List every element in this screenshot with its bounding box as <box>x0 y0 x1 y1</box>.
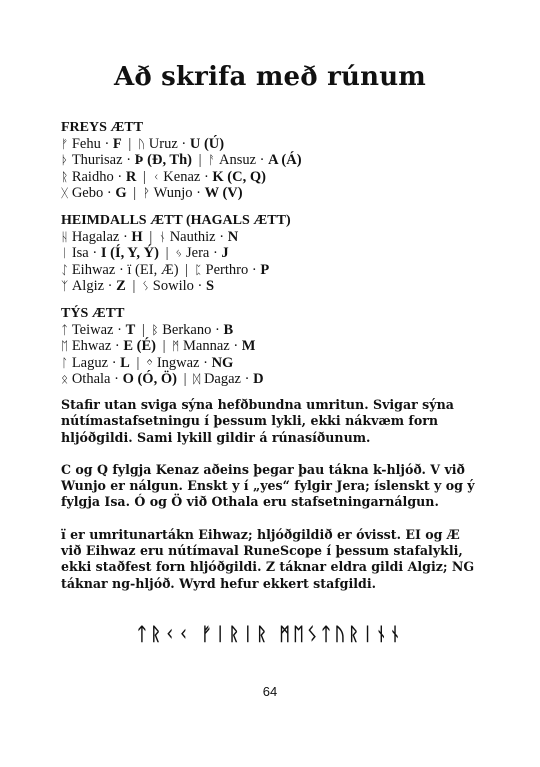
rune-row: ᛖ Ehwaz · E (É) | ᛗ Mannaz · M <box>61 338 256 355</box>
rune-row: ᚷ Gebo · G | ᚹ Wunjo · W (V) <box>61 184 243 201</box>
rune-transliteration: F <box>112 136 122 153</box>
column-separator: | <box>185 261 189 278</box>
rune-glyph: ᚷ <box>61 185 69 200</box>
rune-transliteration: NG <box>211 354 234 371</box>
rune-glyph: ᚲ <box>152 169 160 184</box>
rune-name: Isa <box>71 245 89 262</box>
rune-name: Eihwaz <box>71 261 116 278</box>
rune-transliteration: O (Ó, Ö) <box>122 370 177 387</box>
note-paragraph: ï er umritunartákn Eihwaz; hljóðgildið er óvisst. EI og Æ við Eihwaz eru nútímaval RuneScope í þessum stafalykli, ekki staðfest forn hljóðgildi. Z táknar eldra gildi Algiz; NG táknar ng-hljóð. Wyrd hefur ekkert stafgildi. <box>61 526 475 591</box>
rune-row: ᚱ Raidho · R | ᚲ Kenaz · K (C, Q) <box>61 168 266 185</box>
column-separator: | <box>133 184 137 201</box>
rune-row: ᚠ Fehu · F | ᚢ Uruz · U (Ú) <box>61 136 225 153</box>
rune-glyph: ᛗ <box>172 339 180 354</box>
rune-name: Perthro <box>205 261 249 278</box>
rune-row: ᛁ Isa · I (Í, Y, Ý) | ᛃ Jera · J <box>61 245 229 262</box>
note-paragraph: Stafir utan sviga sýna hefðbundna umritun. Svigar sýna nútímastafsetningu í þessum lykli, ekki nákvæm forn hljóðgildi. Sami lykill gildir á rúnasíðunum. <box>61 397 454 445</box>
rune-glyph: ᛇ <box>61 262 69 277</box>
rune-glyph: ᛉ <box>61 278 69 293</box>
aett-section <box>61 213 481 294</box>
rune-name: Raidho <box>71 168 114 185</box>
rune-transliteration: Þ (Ð, Th) <box>134 152 192 169</box>
rune-transliteration: S <box>205 277 215 294</box>
rune-glyph: ᛜ <box>145 355 154 370</box>
rune-name: Uruz <box>148 136 178 153</box>
rune-row: ᛇ Eihwaz · ï (EI, Æ) | ᛈ Perthro · P <box>61 261 270 278</box>
rune-name: Nauthiz <box>169 229 216 246</box>
column-separator: | <box>162 338 166 355</box>
rune-name: Thurisaz <box>71 152 123 169</box>
rune-row: ᚺ Hagalaz · H | ᚾ Nauthiz · N <box>61 229 239 246</box>
rune-name: Teiwaz <box>71 322 114 339</box>
rune-key <box>61 120 481 399</box>
rune-name: Laguz <box>71 354 109 371</box>
rune-name: Ansuz <box>218 152 257 169</box>
rune-name: Kenaz <box>163 168 201 185</box>
column-separator: | <box>136 354 140 371</box>
rune-transliteration: J <box>221 245 229 262</box>
rune-glyph: ᛃ <box>175 246 183 261</box>
column-separator: | <box>198 152 202 169</box>
notes-section <box>61 397 481 608</box>
rune-row: ᛚ Laguz · L | ᛜ Ingwaz · NG <box>61 354 234 371</box>
column-separator: | <box>128 136 132 153</box>
rune-row: ᛟ Othala · O (Ó, Ö) | ᛞ Dagaz · D <box>61 370 264 387</box>
rune-glyph: ᛏ <box>61 323 69 338</box>
rune-transliteration: Z <box>116 277 126 294</box>
column-separator: | <box>165 245 169 262</box>
rune-transliteration: G <box>115 184 127 201</box>
aett-heading: TÝS ÆTT <box>61 306 125 322</box>
rune-name: Fehu <box>71 136 101 153</box>
rune-glyph: ᚾ <box>158 230 167 245</box>
rune-transliteration: N <box>227 229 239 246</box>
rune-transliteration: H <box>131 229 143 246</box>
rune-transliteration: D <box>253 370 264 387</box>
page-title: Að skrifa með rúnum <box>113 62 427 92</box>
rune-glyph: ᛖ <box>61 339 69 354</box>
rune-name: Berkano <box>162 322 212 339</box>
rune-name: Hagalaz <box>71 229 120 246</box>
rune-name: Sowilo <box>152 277 194 294</box>
rune-glyph: ᛁ <box>61 246 69 261</box>
aett-section <box>61 306 481 387</box>
rune-row: ᛏ Teiwaz · T | ᛒ Berkano · B <box>61 322 234 339</box>
rune-glyph: ᛚ <box>61 355 69 370</box>
rune-glyph: ᚺ <box>61 230 69 245</box>
rune-name: Ehwaz <box>71 338 112 355</box>
column-separator: | <box>149 229 153 246</box>
rune-glyph: ᚨ <box>208 153 216 168</box>
column-separator: | <box>142 168 146 185</box>
rune-transliteration: R <box>125 168 137 185</box>
rune-transliteration: W (V) <box>204 184 243 201</box>
rune-glyph: ᚠ <box>61 137 69 152</box>
note-paragraph: C og Q fylgja Kenaz aðeins þegar þau tákna k-hljóð. V við Wunjo er nálgun. Enskt y í „yes“ fylgir Jera; íslenskt y og ý fylgja Isa. Ó og Ö við Othala eru stafsetningarnálgun. <box>61 461 475 510</box>
rune-glyph: ᛞ <box>193 371 201 386</box>
rune-name: Jera <box>185 245 210 262</box>
rune-transliteration: I (Í, Y, Ý) <box>100 245 159 262</box>
rune-glyph: ᛊ <box>141 278 150 293</box>
rune-transliteration: B <box>223 322 234 339</box>
rune-name: Mannaz <box>182 338 230 355</box>
page-number: 64 <box>262 684 278 699</box>
rune-transliteration: L <box>120 354 130 371</box>
column-separator: | <box>132 277 136 294</box>
rune-transliteration: T <box>125 322 136 339</box>
rune-name: Ingwaz <box>156 354 200 371</box>
column-separator: | <box>183 370 187 387</box>
rune-name: Algiz <box>71 277 105 294</box>
rune-glyph: ᛒ <box>151 323 159 338</box>
column-separator: | <box>141 322 145 339</box>
rune-name: Othala <box>71 370 111 387</box>
rune-glyph: ᚱ <box>61 169 69 184</box>
aett-section <box>61 120 481 201</box>
rune-name: Wunjo <box>153 184 193 201</box>
rune-transliteration: M <box>241 338 256 355</box>
rune-name: Gebo <box>71 184 104 201</box>
rune-glyph: ᛟ <box>61 371 69 386</box>
rune-name: Dagaz <box>203 370 241 387</box>
rune-transliteration: U (Ú) <box>189 136 225 153</box>
aett-heading: FREYS ÆTT <box>61 120 144 135</box>
aett-heading: HEIMDALLS ÆTT (HAGALS ÆTT) <box>61 213 291 229</box>
rune-row: ᛉ Algiz · Z | ᛊ Sowilo · S <box>61 277 215 294</box>
rune-glyph: ᚢ <box>137 137 146 152</box>
rune-glyph: ᚦ <box>61 153 69 168</box>
rune-row: ᚦ Thurisaz · Þ (Ð, Th) | ᚨ Ansuz · A (Á) <box>61 152 302 169</box>
rune-transliteration: P <box>260 261 270 278</box>
runic-inscription: ᛏᚱᚲᚲ ᚠᛁᚱᛁᚱ ᛗᛖᛊᛏᚢᚱᛁᚾᚾ <box>136 624 404 645</box>
rune-transliteration: A (Á) <box>268 152 302 169</box>
rune-transliteration: E (É) <box>123 338 156 355</box>
rune-glyph: ᛈ <box>194 262 202 277</box>
rune-transliteration: ï (EI, Æ) <box>127 261 179 278</box>
rune-transliteration: K (C, Q) <box>212 168 266 185</box>
rune-glyph: ᚹ <box>142 185 150 200</box>
